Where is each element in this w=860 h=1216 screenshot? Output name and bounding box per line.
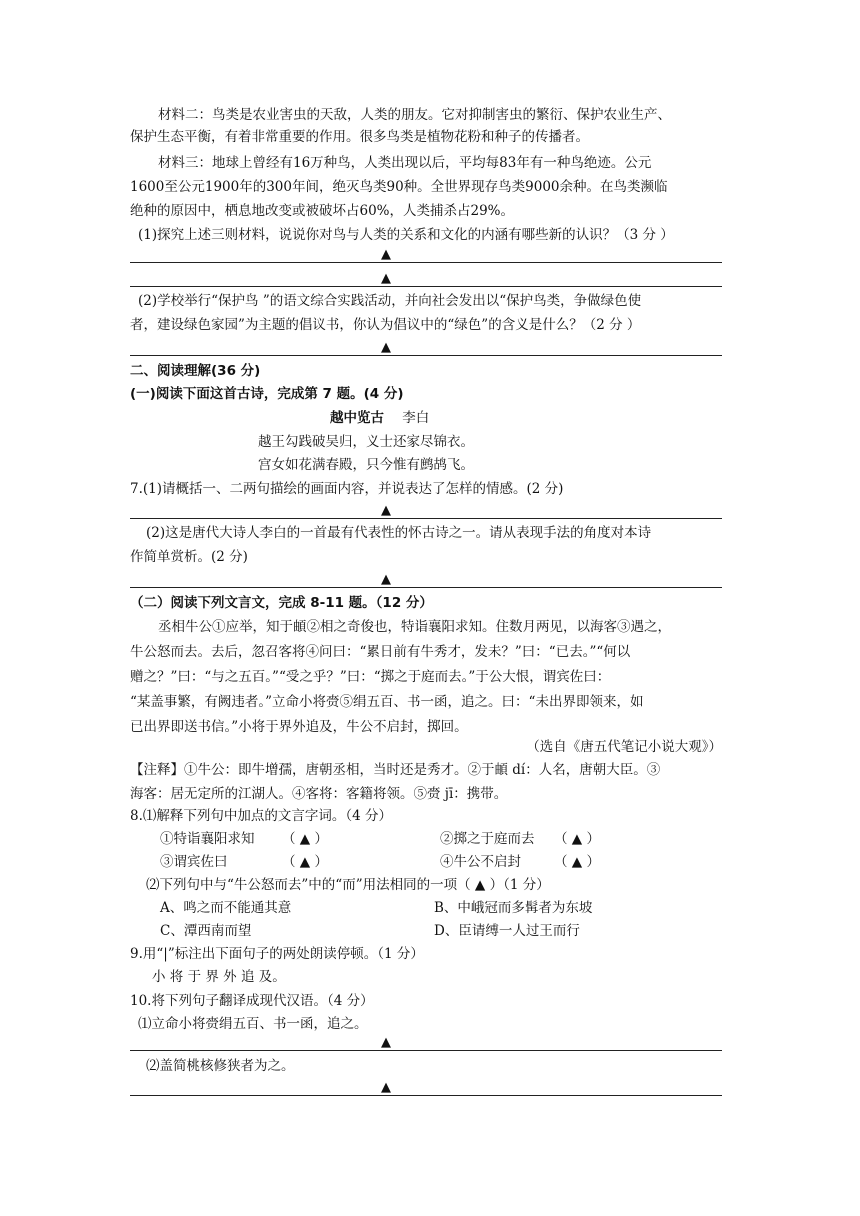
material-2-line-2: 保护生态平衡，有着非常重要的作用。很多鸟类是植物花粉和种子的传播者。 xyxy=(130,129,589,145)
q8-item-2: ②掷之于庭而去 xyxy=(440,831,535,847)
question-7-1: 7.(1)请概括一、二两句描绘的画面内容，并说表达了怎样的情感。(2 分) xyxy=(130,481,564,497)
passage-line-1: 丞相牛公①应举，知于頔②相之奇俊也，特诣襄阳求知。住数月两见，以海客③遇之， xyxy=(158,619,671,635)
poem-title-row xyxy=(330,407,429,429)
notes-line-1: 【注释】①牛公：即牛增孺，唐朝丞相，当时还是秀才。②于頔 dí：人名，唐朝大臣。③ xyxy=(130,762,661,778)
question-7-2-line-2: 作简单赏析。(2 分) xyxy=(130,549,248,565)
answer-line[interactable] xyxy=(130,355,722,356)
answer-line[interactable] xyxy=(130,286,722,287)
q8-item-3: ③谓宾佐曰 xyxy=(160,854,228,870)
question-6-1: (1)探究上述三则材料，说说你对鸟与人类的关系和文化的内涵有哪些新的认识？（3 分 ） xyxy=(138,227,674,243)
passage-source: （选自《唐五代笔记小说大观》） xyxy=(526,739,722,755)
material-3-line-3: 绝种的原因中，栖息地改变或被破坏占60%，人类捕杀占29%。 xyxy=(130,203,515,219)
q8-option-c[interactable]: C、潭西南而望 xyxy=(160,923,252,939)
passage-line-5: 已出界即送书信。”小将于界外追及，牛公不启封，掷回。 xyxy=(130,719,468,735)
q8-item-4-blank[interactable]: （ ▲ ） xyxy=(554,854,600,870)
answer-triangle-icon: ▲ xyxy=(381,1080,391,1095)
poem-author: 李白 xyxy=(402,410,430,426)
answer-triangle-icon: ▲ xyxy=(381,340,391,355)
material-2-line-1: 材料二：鸟类是农业害虫的天敌，人类的朋友。它对抑制害虫的繁衍、保护农业生产、 xyxy=(158,107,671,123)
answer-triangle-icon: ▲ xyxy=(381,271,391,286)
answer-triangle-icon: ▲ xyxy=(381,247,391,262)
notes-line-2: 海客：居无定所的江湖人。④客将：客籍将领。⑤赍 jī：携带。 xyxy=(130,786,508,802)
poem-line-2: 宫女如花满春殿，只今惟有鹧鸪飞。 xyxy=(258,457,474,473)
answer-line[interactable] xyxy=(130,518,722,519)
part-1-heading: (一)阅读下面这首古诗，完成第 7 题。(4 分) xyxy=(130,386,404,402)
answer-line[interactable] xyxy=(130,1095,722,1096)
q8-option-d[interactable]: D、臣请缚一人过王而行 xyxy=(434,923,580,939)
answer-triangle-icon: ▲ xyxy=(381,572,391,587)
question-9-sentence[interactable]: 小 将 于 界 外 追 及。 xyxy=(152,969,286,985)
answer-line[interactable] xyxy=(130,262,722,263)
q8-item-2-blank[interactable]: （ ▲ ） xyxy=(554,831,600,847)
answer-triangle-icon: ▲ xyxy=(381,503,391,518)
q8-item-1: ①特诣襄阳求知 xyxy=(160,831,255,847)
section-2-heading: 二、阅读理解(36 分) xyxy=(130,363,261,379)
question-8-1: 8.⑴解释下列句中加点的文言字词。（4 分） xyxy=(130,808,393,824)
question-10: 10.将下列句子翻译成现代汉语。（4 分） xyxy=(130,993,374,1009)
poem-title: 越中览古 xyxy=(330,410,384,426)
part-2-heading: （二）阅读下列文言文，完成 8-11 题。（12 分） xyxy=(130,595,433,611)
answer-line[interactable] xyxy=(130,587,722,588)
poem-line-1: 越王勾践破吴归，义士还家尽锦衣。 xyxy=(258,434,474,450)
q8-item-3-blank[interactable]: （ ▲ ） xyxy=(282,854,328,870)
material-3-line-1: 材料三：地球上曾经有16万种鸟，人类出现以后，平均每83年有一种鸟绝迹。公元 xyxy=(158,155,652,171)
question-6-2-line-1: (2)学校举行“保护鸟 ”的语文综合实践活动，并向社会发出以“保护鸟类，争做绿色使 xyxy=(138,293,642,309)
material-3-line-2: 1600至公元1900年的300年间，绝灭鸟类90种。全世界现存鸟类9000余种。在鸟类濒临 xyxy=(130,179,668,195)
answer-triangle-icon: ▲ xyxy=(381,1035,391,1050)
q8-option-a[interactable]: A、鸣之而不能通其意 xyxy=(160,900,292,916)
passage-line-4: “某盖事繁，有阙违者。”立命小将赍⑤绢五百、书一函，追之。曰：“未出界即领来，如 xyxy=(130,694,644,710)
passage-line-3: 赠之？”曰：“与之五百。”“受之乎？”曰：“掷之于庭而去。”于公大恨，谓宾佐曰： xyxy=(130,669,611,685)
passage-line-2: 牛公怒而去。去后，忽召客将④问曰：“累日前有牛秀才，发未？”曰：“已去。”“何以 xyxy=(130,644,631,660)
question-10-2: ⑵盖简桃核修狭者为之。 xyxy=(146,1058,295,1074)
answer-line[interactable] xyxy=(130,1050,722,1051)
question-8-2: ⑵下列句中与“牛公怒而去”中的“而”用法相同的一项（ ▲ ）（1 分） xyxy=(146,877,550,893)
q8-option-b[interactable]: B、中峨冠而多髯者为东坡 xyxy=(434,900,593,916)
question-6-2-line-2: 者，建设绿色家园”为主题的倡议书，你认为倡议中的“绿色”的含义是什么？（2 分 ） xyxy=(130,317,641,333)
question-10-1: ⑴立命小将赍绢五百、书一函，追之。 xyxy=(138,1016,368,1032)
question-7-2-line-1: (2)这是唐代大诗人李白的一首最有代表性的怀古诗之一。请从表现手法的角度对本诗 xyxy=(146,525,652,541)
q8-item-4: ④牛公不启封 xyxy=(440,854,521,870)
q8-item-1-blank[interactable]: （ ▲ ） xyxy=(282,831,328,847)
question-9: 9.用“|”标注出下面句子的两处朗读停顿。（1 分） xyxy=(130,946,424,962)
